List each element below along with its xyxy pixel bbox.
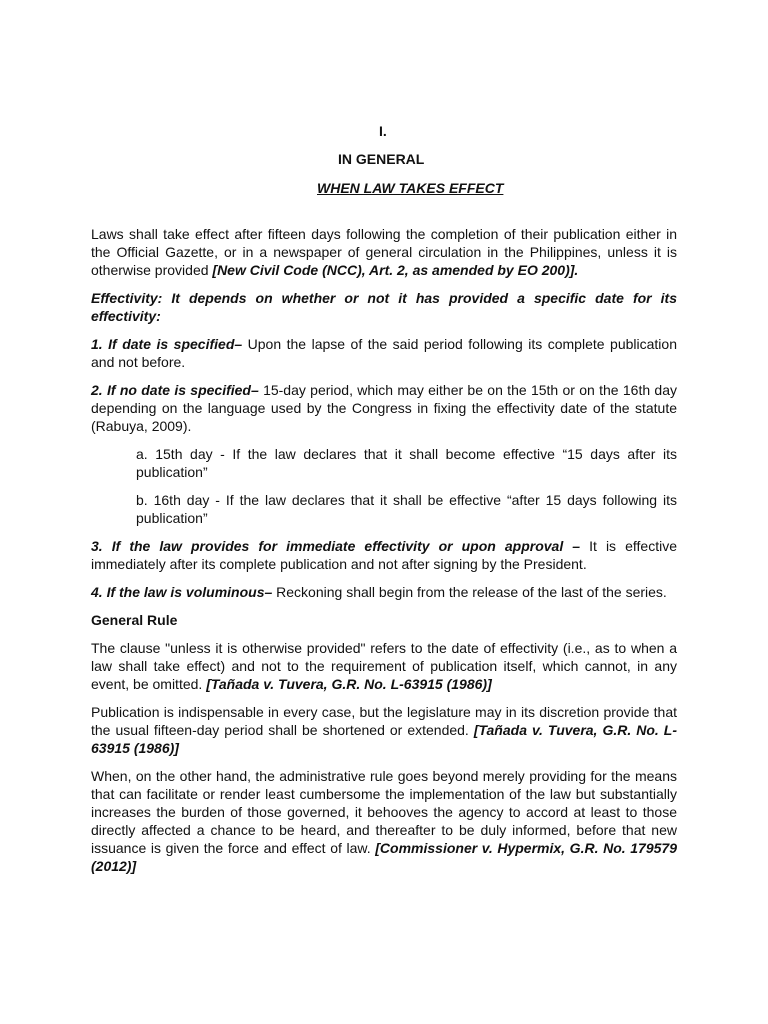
citation: [Tañada v. Tuvera, G.R. No. L-63915 (1986)] — [206, 676, 492, 692]
paragraph-administrative-rule — [91, 767, 677, 875]
list-item-label: 1. If date is specified– — [91, 336, 243, 352]
list-item-label: 3. If the law provides for immediate effectivity or upon approval – — [91, 538, 581, 554]
list-item — [91, 583, 677, 601]
paragraph-text: Laws shall take effect after fifteen days following the completion of their publication either in the Official Gazette, or in a newspaper of general circulation in the Philippines, unless it is otherwise provided — [91, 226, 677, 278]
sub-item-b: b. 16th day - If the law declares that it shall be effective “after 15 days following its publication” — [136, 492, 677, 526]
paragraph-clause — [91, 639, 677, 693]
sub-item-a: a. 15th day - If the law declares that it shall become effective “15 days after its publication” — [136, 446, 677, 480]
paragraph-text: The clause "unless it is otherwise provided" refers to the date of effectivity (i.e., as to when a law shall take effect) and not to the requirement of publication itself, which cannot, in any event, be omitted. — [91, 640, 677, 692]
effectivity-heading: Effectivity: It depends on whether or not it has provided a specific date for its effectivity: — [91, 290, 677, 324]
section-number: I. — [379, 123, 387, 139]
list-item-text: Reckoning shall begin from the release of the last of the series. — [272, 584, 667, 600]
list-item — [91, 537, 677, 573]
citation: [Commissioner v. Hypermix, G.R. No. 179579 (2012)] — [91, 840, 677, 874]
list-item — [91, 335, 677, 371]
list-item-text: It is effective immediately after its complete publication and not after signing by the President. — [91, 538, 677, 572]
list-item-label: 4. If the law is voluminous– — [91, 584, 273, 600]
section-subtitle: WHEN LAW TAKES EFFECT — [317, 180, 504, 196]
document-body — [91, 225, 677, 885]
list-item — [91, 381, 677, 435]
citation: [Tañada v. Tuvera, G.R. No. L-63915 (1986)] — [91, 722, 677, 756]
list-item-text: 15-day period, which may either be on the 15th or on the 16th day depending on the language used by the Congress in fixing the effectivity date of the statute (Rabuya, 2009). — [91, 382, 677, 434]
paragraph-publication — [91, 703, 677, 757]
list-item-text: Upon the lapse of the said period following its complete publication and not before. — [91, 336, 677, 370]
paragraph-laws-take-effect — [91, 225, 677, 279]
citation: [New Civil Code (NCC), Art. 2, as amended by EO 200)]. — [212, 262, 579, 278]
paragraph-text: Publication is indispensable in every case, but the legislature may in its discretion provide that the usual fifteen-day period shall be shortened or extended. — [91, 704, 677, 738]
section-title: IN GENERAL — [338, 151, 425, 167]
list-item-label: 2. If no date is specified– — [91, 382, 259, 398]
general-rule-heading: General Rule — [91, 612, 178, 628]
paragraph-text: When, on the other hand, the administrative rule goes beyond merely providing for the means that can facilitate or render least cumbersome the implementation of the law but substantially increases the burden of those governed, it behooves the agency to accord at least to those directly affected a chance to be heard, and thereafter to be duly informed, before that new issuance is given the force and effect of law. — [91, 768, 677, 856]
